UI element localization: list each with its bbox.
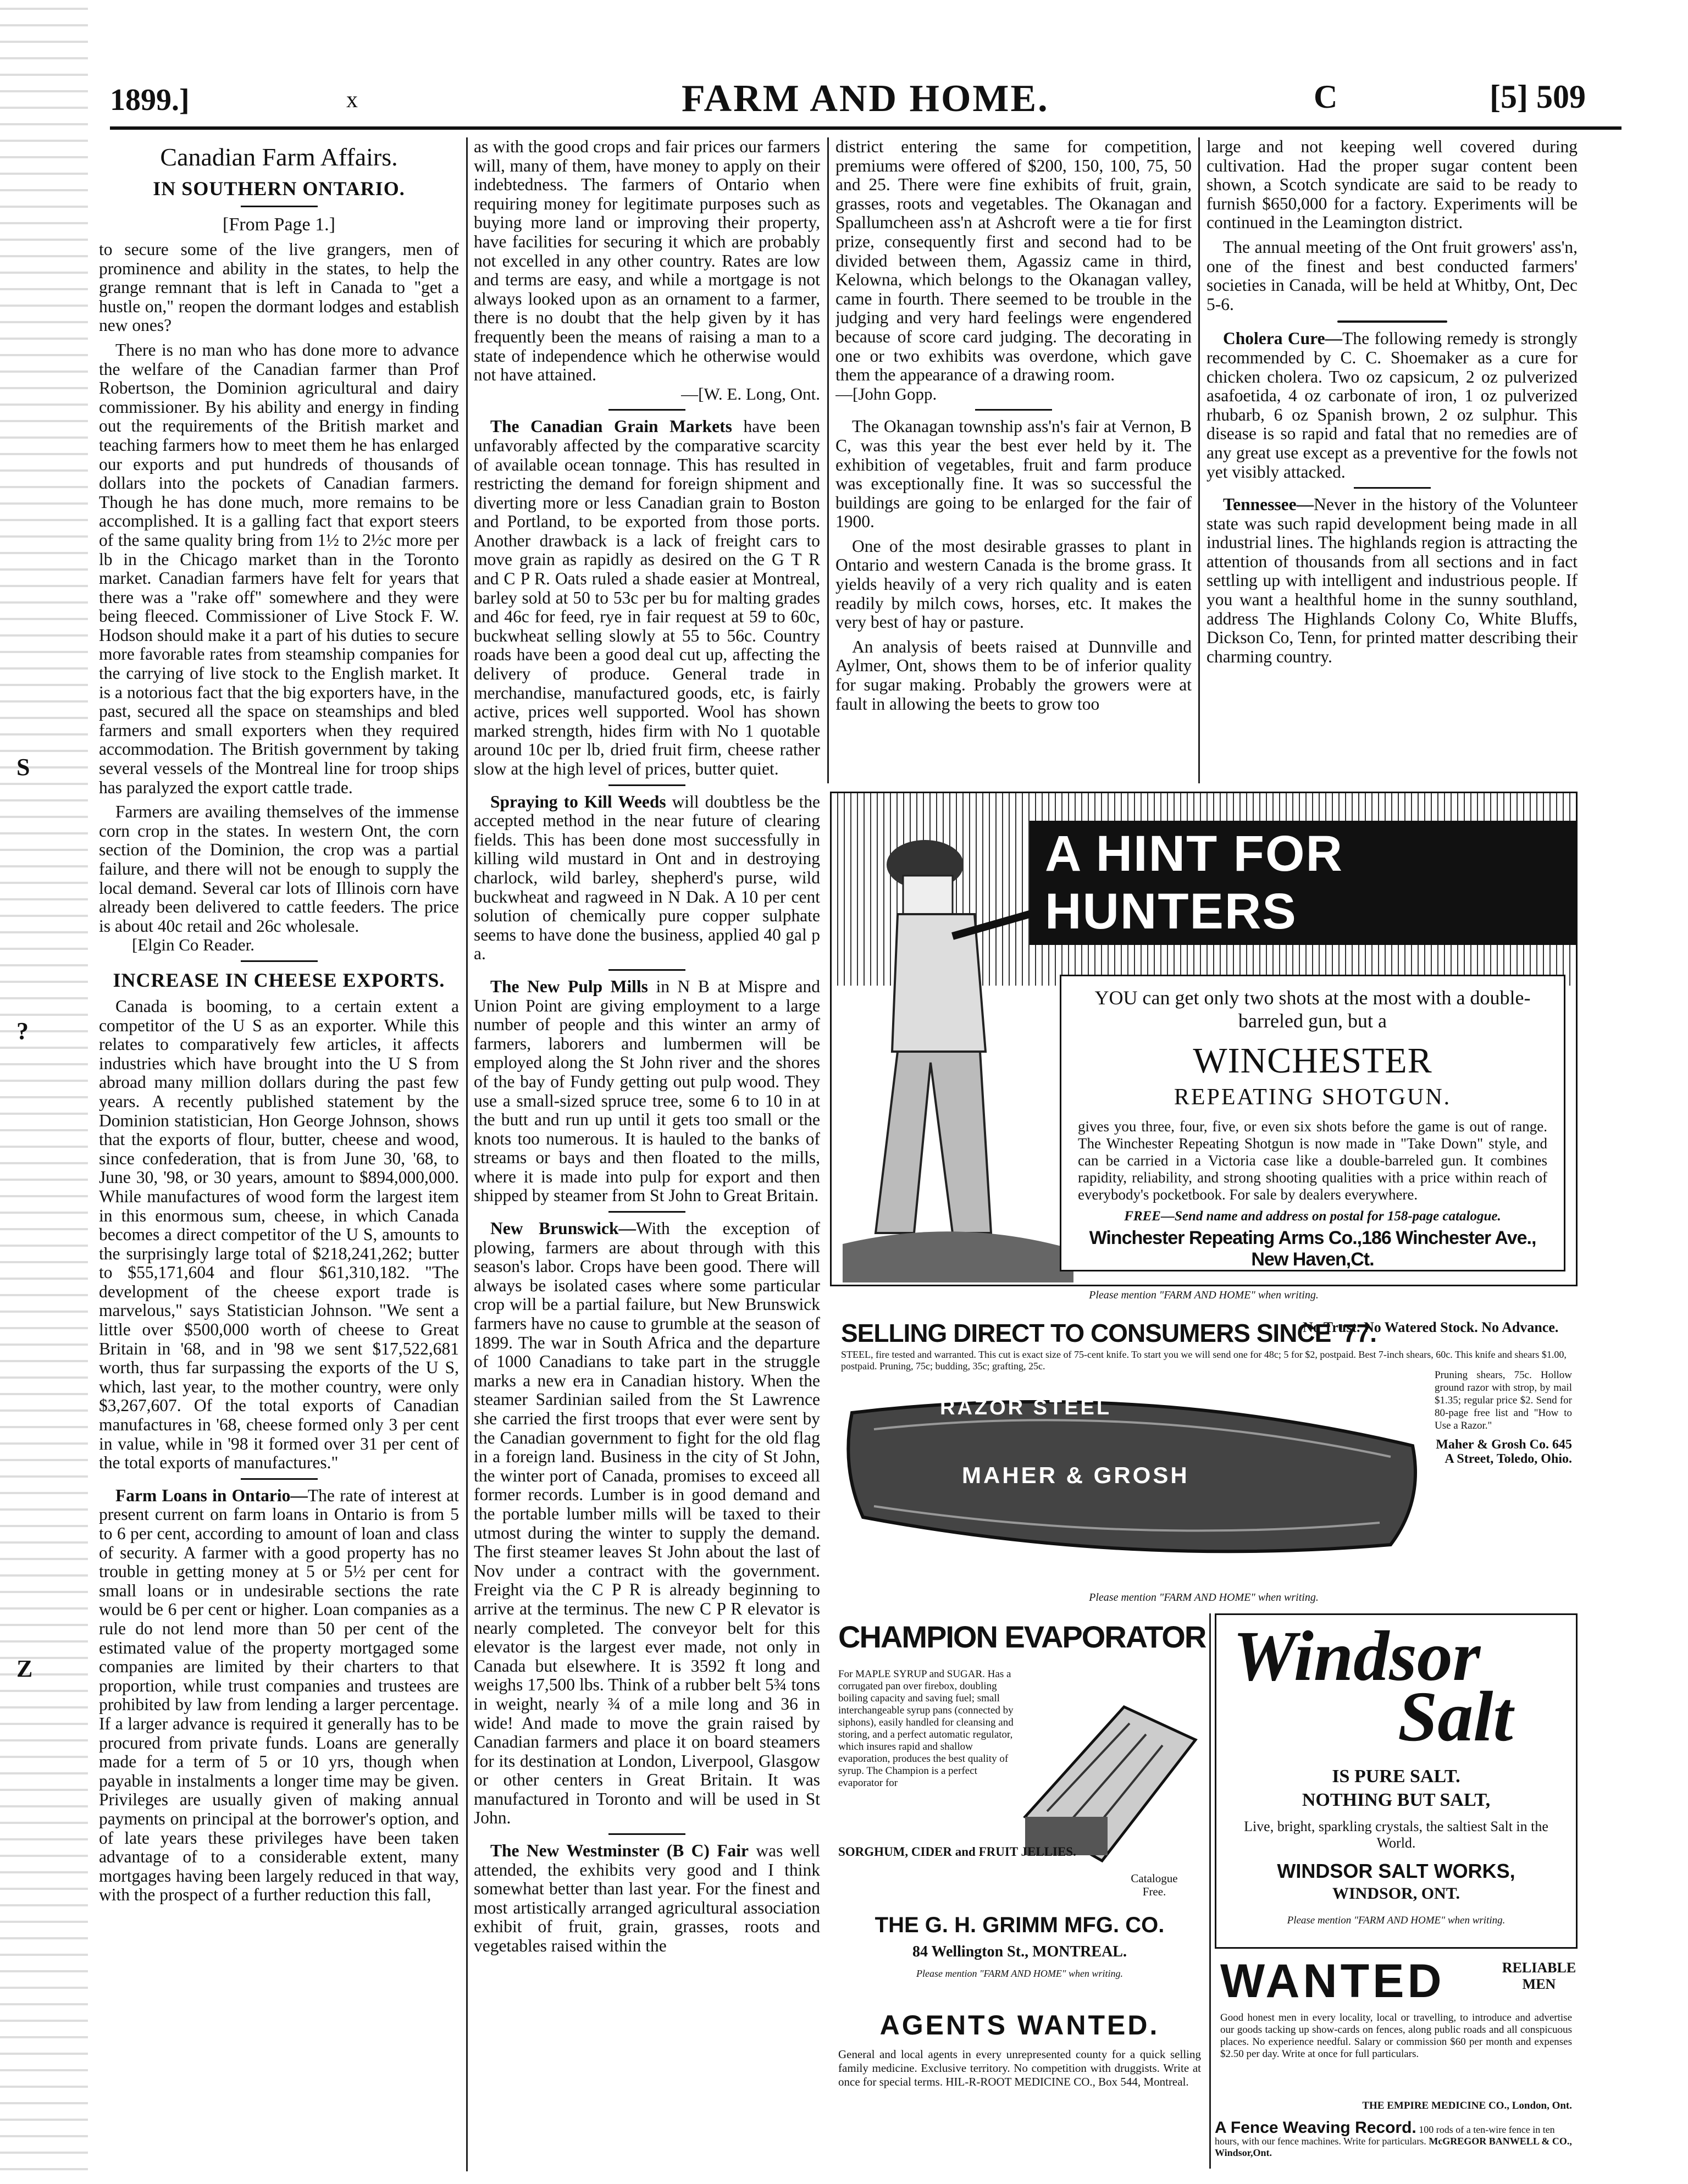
byline: —[John Gopp. bbox=[835, 384, 937, 403]
ad-headline: AGENTS WANTED. bbox=[879, 2010, 1160, 2041]
paragraph-lead: Tennessee— bbox=[1223, 495, 1314, 515]
paragraph-text: in N B at Mispre and Union Point are giving employment to a large number of people and this winter an army of farmers, laborers and lumbermen will be employed along the St John river and the shores of the bay of Fundy getting out pulp wood. They use a small-sized spruce tree, some 6 to 10 in at the butt and run up until it gets too small or the knots too numerous. It is hauled to the banks of streams or bays and then floated to the mills, where it is made into pulp for export and then shipped by steamer from St John to Great Britain. bbox=[474, 976, 820, 1206]
ad-copy-box bbox=[1060, 975, 1565, 1271]
ad-headline: WANTED bbox=[1220, 1955, 1445, 2008]
ad-maker: Maher & Grosh Co. 645 A Street, Toledo, Ohio. bbox=[1436, 1437, 1572, 1466]
paragraph bbox=[99, 1486, 459, 1905]
paragraph-lead: The New Pulp Mills bbox=[490, 976, 648, 996]
paragraph bbox=[1206, 495, 1578, 666]
ad-headline: A HINT FOR HUNTERS bbox=[1030, 821, 1576, 945]
binding-gutter bbox=[0, 0, 88, 2184]
ad-address: Winchester Repeating Arms Co.,186 Winchester Ave., New Haven,Ct. bbox=[1089, 1228, 1536, 1270]
ad-body: General and local agents in every unrepresented county for a quick selling family medicine. Exclusive territory. No competition with druggists. Write at once for special terms. HIL-R-ROOT MEDICINE CO., Box 544, Montreal. bbox=[838, 2048, 1201, 2088]
evaporator-illustration bbox=[1014, 1674, 1201, 1872]
paragraph-text: will doubtless be the accepted method in the near future of clearing fields. This has been done most successfully in killing wild mustard in Ont and in destroying charlock, wild barley, shepherd's purse, wild buckwheat and ragweed in N Dak. A 10 per cent solution of chemically pure copper sulphate seems to have done the business, applied 40 gal p a. bbox=[474, 792, 820, 964]
ad-company: WINDSOR SALT WORKS, bbox=[1277, 1860, 1515, 1882]
paragraph bbox=[474, 417, 820, 778]
column-rule bbox=[1198, 137, 1200, 783]
column-2 bbox=[474, 137, 820, 2171]
ad-body: gives you three, four, five, or even six shots before the game is out of range. The Winchester Repeating Shotgun is now made in "Take Down" style, and can be carried in a Victoria case like a double-barreled gun. It combines rapidity, reliability, and strong shooting qualities with a price within reach of everybody's pocketbook. For sale by dealers everywhere. bbox=[1078, 1118, 1547, 1203]
section-rule bbox=[608, 784, 685, 786]
ad-catalogue: Catalogue Free. bbox=[1131, 1872, 1178, 1898]
ad-company: THE EMPIRE MEDICINE CO., London, Ont. bbox=[1362, 2100, 1572, 2111]
byline: [Elgin Co Reader. bbox=[132, 935, 254, 955]
ad-windsor-salt bbox=[1215, 1613, 1578, 1949]
paragraph-lead: The Canadian Grain Markets bbox=[490, 417, 732, 436]
mention-note: Please mention "FARM AND HOME" when writing. bbox=[1089, 1289, 1319, 1301]
ad-headline: CHAMPION EVAPORATOR bbox=[838, 1619, 1206, 1654]
paragraph-lead: New Brunswick— bbox=[490, 1219, 636, 1238]
section-rule bbox=[1354, 487, 1431, 489]
mention-note: Please mention "FARM AND HOME" when writing. bbox=[916, 1968, 1123, 1979]
ad-body: Live, bright, sparkling crystals, the saltiest Salt in the World. bbox=[1244, 1818, 1548, 1851]
section-rule bbox=[608, 409, 685, 411]
paragraph: There is no man who has done more to advance the welfare of the Canadian farmer than Prof Robertson, the Dominion agricultural and dairy commissioner. By his ability and energy in finding out the requirements of the British market and teaching farmers how to meet them he has enlarged our exports and put hundreds of thousands of dollars into the pockets of Canadian farmers. Though he has done much, more remains to be accomplished. It is a galling fact that export steers of the same quality bring from 1½ to 2½c more per lb in the Chicago market than in the Toronto market. Canadian farmers have felt for years that there was a "rake off" somewhere and they were being fleeced. Commissioner of Live Stock F. W. Hodson should make it a part of his duties to secure more favorable rates from steamship companies for the carrying of live stock to the English market. It is a notorious fact that the big exporters have, in the past, secured all the space on steamships and bled farmers and small exporters when they required accommodation. The British government by taking several vessels of the Montreal line for troop ships has paralyzed the export cattle trade. bbox=[99, 340, 459, 797]
paragraph: The annual meeting of the Ont fruit growers' ass'n, one of the finest and best conducted farmers' societies in Canada, will be held at Whitby, Ont, Dec 5-6. bbox=[1206, 237, 1578, 314]
paragraph-lead: Spraying to Kill Weeds bbox=[490, 792, 666, 811]
paragraph-lead: Farm Loans in Ontario— bbox=[115, 1485, 308, 1505]
mention-note: Please mention "FARM AND HOME" when writing. bbox=[1089, 1591, 1319, 1604]
ad-uses: SORGHUM, CIDER and FRUIT JELLIES. bbox=[838, 1845, 1076, 1859]
paragraph-text: With the exception of plowing, farmers are about through with this season's labor. Crops have been good. There will always be isolated cases where some particular crop will be a partial failure, but New Brunswick farmers have no cause to grumble at the season of 1899. The war in South Africa and the departure of 1000 Canadians to take part in the struggle marks a new era in Canadian history. When the steamer Sardinian sailed from the St Lawrence she carried the first troops that ever were sent by the Canadian government to fight for the old flag in a foreign land. Business in the city of St John, the winter port of Canada, promises to exceed all former records. Lumber is in good demand and the portable lumber mills will be taxed to their utmost during the winter to supply the demand. The first steamer leaves St John about the last of Nov under a contract with the government. Freight via the C P R is already beginning to arrive at the terminus. The new C P R elevator is nearly completed. The conveyor belt for this elevator is the largest ever made, not only in Canada but elsewhere. It is 3592 ft long and weighs 17,500 lbs. Think of a rubber belt 5¾ tons in weight, nearly ¾ of a mile long and 36 in wide! And made to move the grain raised by Canadian farmers and place it on board steamers for its destination at London, Liverpool, Glasgow or other centers in Great Britain. It was manufactured in Toronto and will be used in St John. bbox=[474, 1219, 820, 1828]
ad-company: THE G. H. GRIMM MFG. CO. bbox=[875, 1913, 1165, 1937]
continued-note: [From Page 1.] bbox=[223, 214, 335, 235]
gutter-mark: ? bbox=[16, 1018, 29, 1044]
ad-side-text: Pruning shears, 75c. Hollow ground razor with strop, by mail $1.35; regular price $2. Send for 80-page free list and "How to Use a Razor." bbox=[1435, 1369, 1572, 1431]
page-number: [5] 509 bbox=[1490, 79, 1586, 115]
ad-claim: NOTHING BUT SALT, bbox=[1302, 1790, 1491, 1810]
paragraph: large and not keeping well covered during cultivation. Had the proper sugar content been shown, a Scotch syndicate are said to be ready to furnish $650,000 for a factory. Experiments will be continued in the Leamington district. bbox=[1206, 137, 1578, 233]
ad-side-heading: RELIABLE MEN bbox=[1502, 1960, 1576, 1992]
column-rule bbox=[1209, 1613, 1211, 2169]
paragraph: district entering the same for competition, premiums were offered of $200, 150, 100, 75, 50 and 25. There were fine exhibits of fruit, grain, grasses, roots and vegetables. The Okanagan and Spallumcheen ass'n at Ashcroft were a tie for first prize, consequently first and second had to be divided between them, Agassiz came in third, Kelowna, which belongs to the Okanagan valley, came in fourth. There seemed to be trouble in the judging and very hard feelings were engendered because of score card judging. The decorating in one or two exhibits was overdone, which gave them the appearance of a drawing room. bbox=[835, 137, 1192, 385]
ad-tagline: No Trust. No Watered Stock. No Advance. bbox=[1303, 1319, 1559, 1335]
ad-fence bbox=[1215, 2119, 1578, 2159]
column-1 bbox=[99, 137, 459, 2171]
ad-company: McGREGOR BANWELL & CO., Windsor,Ont. bbox=[1215, 2136, 1572, 2158]
ad-body: For MAPLE SYRUP and SUGAR. Has a corrugated pan over firebox, doubling boiling capacity and saving fuel; small interchangeable syrup pans (connected by siphons), easily handled for cleansing and storing, and a perfect automatic regulator, which insures rapid and shallow evaporation, produces the best quality of syrup. The Champion is a perfect evaporator for bbox=[838, 1668, 1014, 1789]
ad-address: 84 Wellington St., MONTREAL. bbox=[912, 1943, 1127, 1960]
paragraph: One of the most desirable grasses to plant in Ontario and western Canada is the brome grass. It yields heavily of a very rich quality and is eaten readily by milch cows, horses, etc. It makes the very best of hay or pasture. bbox=[835, 536, 1192, 632]
article-subtitle: IN SOUTHERN ONTARIO. bbox=[153, 178, 405, 200]
ad-body: STEEL, fire tested and warranted. This cut is exact size of 75-cent knife. To start you we will send one for 48c; 5 for $2, postpaid. Best 7-inch shears, 60c. This knife and shears $1.00, postpaid. Pruning, 75c; budding, 35c; grafting, 25c. bbox=[841, 1349, 1567, 1372]
header-rule bbox=[110, 126, 1621, 130]
paragraph: An analysis of beets raised at Dunnville and Aylmer, Ont, shows them to be of inferior quality for sugar making. Probably the growers were at fault in allowing the beets to grow too bbox=[835, 637, 1192, 714]
header-x-mark: x bbox=[346, 87, 358, 113]
section-rule bbox=[241, 1478, 318, 1480]
gutter-mark: S bbox=[16, 754, 30, 781]
paragraph-text: have been unfavorably affected by the comparative scarcity of available ocean tonnage. This has resulted in restricting the demand for foreign shipment and diverting more or less Canadian grain to Boston and Portland, to be exported from those ports. Another drawback is a lack of freight cars to move grain as rapidly as desired on the G T R and C P R. Oats ruled a shade easier at Montreal, barley sold at 50 to 53c per bu for malting grades and 46c for feed, rye in fair request at 59 to 60c, buckwheat selling slowly at 55 to 56c. Country roads have been a good deal cut up, affecting the delivery of produce. General trade in merchandise, manufactured goods, etc, is fairly active, prices well supported. Wool has shown marked strength, hides firm with No 1 quotable around 10c per lb, dried fruit firm, cheese rather slow at the high level of prices, butter quiet. bbox=[474, 417, 820, 778]
paragraph bbox=[474, 977, 820, 1206]
header-c-mark: C bbox=[1314, 79, 1338, 115]
article-title: Canadian Farm Affairs. bbox=[160, 143, 398, 171]
column-4 bbox=[1206, 137, 1578, 781]
paragraph bbox=[474, 1219, 820, 1828]
ad-offer: FREE—Send name and address on postal for 158-page catalogue. bbox=[1124, 1209, 1501, 1224]
ad-wanted bbox=[1215, 1954, 1578, 2119]
page-header bbox=[0, 60, 1688, 121]
column-3 bbox=[835, 137, 1192, 781]
ad-champion-evaporator bbox=[833, 1613, 1206, 1998]
paragraph: as with the good crops and fair prices our farmers will, many of them, have money to apply on their indebtedness. The farmers of Ontario when requiring money for legitimate purposes such as buying more land or improving their property, have facilities for securing it which are probably not excelled in any other country. Rates are low and terms are easy, and while a mortgage is not always looked upon as an ornament to a farmer, there is no doubt that the help given by it has frequently been the means of raising a man to a state of independence which he otherwise would not have attained. bbox=[474, 137, 820, 385]
paragraph-text: The rate of interest at present current on farm loans in Ontario is from 5 to 6 per cent, according to amount of loan and class of security. A farmer with a good property has no trouble in getting money at 5 or 5½ per cent for small loans or in undesirable sections the rate would be 6 per cent or higher. Loan companies as a rule do not lend more than 50 per cent of the estimated value of the property mortgaged some companies are limited by their charters to that proportion, while trust companies and trustees are prohibited by law from lending a larger percentage. If a larger advance is required it generally has to be procured from private funds. Loans are generally made for a term of 5 or 10 yrs, though when payable in instalments a longer time may be given. Privileges are usually given of making annual payments on principal at the borrower's option, and of late years these privileges have been taken advantage of to a considerable extent, many mortgages having been largely reduced in that way, with the prospect of a further reduction this fall, bbox=[99, 1485, 459, 1905]
brand-logo: Windsor bbox=[1233, 1617, 1481, 1696]
ad-product: REPEATING SHOTGUN. bbox=[1174, 1085, 1452, 1110]
section-rule bbox=[241, 960, 318, 962]
section-heading: INCREASE IN CHEESE EXPORTS. bbox=[113, 969, 445, 991]
ad-winchester bbox=[830, 792, 1578, 1286]
paragraph: to secure some of the live grangers, men of prominence and ability in the states, to help the grange remnant that is left in Canada to "get a hustle on," reopen the dormant lodges and establish new ones? bbox=[99, 240, 459, 335]
section-rule bbox=[608, 1211, 685, 1213]
ad-body: 100 rods of a ten-wire fence in ten hours, with our fence machines. Write for particulars. bbox=[1215, 2124, 1555, 2147]
section-rule bbox=[975, 409, 1052, 411]
issue-date: 1899.] bbox=[110, 83, 190, 117]
ad-brand: WINCHESTER bbox=[1193, 1041, 1432, 1081]
paragraph bbox=[474, 793, 820, 964]
mention-note: Please mention "FARM AND HOME" when writing. bbox=[1287, 1915, 1506, 1926]
ad-lead: YOU can get only two shots at the most with a double-barreled gun, but a bbox=[1094, 987, 1531, 1032]
ornament-rule bbox=[1337, 320, 1447, 323]
paragraph-text: was well attended, the exhibits very good and I think somewhat better than last year. For the finest and most artistically arranged agricultural association exhibit of fruit, grain, grasses, roots and vegetables raised within the bbox=[474, 1841, 820, 1956]
ad-headline: SELLING DIRECT TO CONSUMERS SINCE '77. bbox=[841, 1319, 1376, 1347]
paragraph bbox=[474, 1842, 820, 1956]
masthead-title: FARM AND HOME. bbox=[682, 78, 1049, 120]
paragraph-lead: Cholera Cure— bbox=[1223, 329, 1343, 349]
section-rule bbox=[608, 969, 685, 971]
paragraph-lead: The New Westminster (B C) Fair bbox=[490, 1841, 749, 1861]
ad-city: WINDSOR, ONT. bbox=[1332, 1884, 1460, 1903]
ad-maher-grosh bbox=[830, 1308, 1578, 1589]
paragraph bbox=[1206, 329, 1578, 482]
paragraph: Canada is booming, to a certain extent a competitor of the U S as an exporter. While this relates to comparatively few articles, it affects industries which have brought into the U S from abroad many million dollars during the past few years. A recently published statement by the Dominion statistician, Hon George Johnson, shows that the exports of flour, butter, cheese and wood, since confederation, that is from June 30, '68, to June 30, '98, or 30 years, amount to $894,000,000. While manufactures of wood form the largest item in this enormous sum, cheese, in which Canada becomes a direct competitor of the U S, amounts to the surprisingly large total of $218,241,262; butter to $55,171,604 and flour $61,310,182. "The development of the cheese export trade is marvelous," says Statistician Johnson. "We sent a little over $500,000 worth of cheese to Great Britain in '68, and in '98 we sent $17,522,681 worth, thus far surpassing the exports of the U S, which, last year, to the mother country, were only $3,267,607. Of the total exports of Canadian manufactures in '68, cheese formed only 3 per cent in value, while in '98 it formed over 31 per cent of the total exports of manufactures." bbox=[99, 996, 459, 1473]
column-rule bbox=[827, 137, 829, 783]
section-rule bbox=[608, 1833, 685, 1835]
brand-logo: Salt bbox=[1398, 1677, 1513, 1756]
ad-claim: IS PURE SALT. bbox=[1332, 1766, 1460, 1787]
column-rule bbox=[466, 137, 468, 2171]
paragraph-text: Never in the history of the Volunteer state was such rapid development being made in all industrial lines. The highlands region is attracting the attention of thousands from all sections and in fact settling up with intelligent and industrious people. If you want a healthful home in the sunny southland, address The Highlands Colony Co, White Bluffs, Dickson Co, Tenn, for printed matter describing their charming country. bbox=[1206, 495, 1578, 666]
gutter-mark: Z bbox=[16, 1655, 33, 1682]
ad-side-copy bbox=[1435, 1369, 1572, 1466]
paragraph: The Okanagan township ass'n's fair at Vernon, B C, was this year the best ever held by it. The exhibition of vegetables, fruit and farm produce was exceptionally fine. It was so successful the buildings are going to be enlarged for the fair of 1900. bbox=[835, 417, 1192, 532]
paragraph: Farmers are availing themselves of the immense corn crop in the states. In western Ont, the corn section of the Dominion, the crop was a partial failure, and there will not be enough to supply the local demand. Several car lots of Illinois corn have already been delivered to cattle feeders. The price is about 40c retail and 26c wholesale. bbox=[99, 802, 459, 936]
paragraph-text: The following remedy is strongly recommended by C. C. Shoemaker as a cure for chicken cholera. Two oz capsicum, 2 oz pulverized asafoetida, 4 oz carbonate of iron, 1 oz pulverized rhubarb, 6 oz Spanish brown, 2 oz sulphur. This disease is so rapid and fatal that no remedies are of any great use except as a preventive for the fowls not yet visibly attacked. bbox=[1206, 329, 1578, 482]
ad-agents-wanted bbox=[833, 2004, 1206, 2169]
title-rule bbox=[241, 206, 318, 207]
byline: —[W. E. Long, Ont. bbox=[681, 384, 820, 403]
knife-label-maker: MAHER & GROSH bbox=[962, 1462, 1189, 1488]
ad-body: Good honest men in every locality, local or travelling, to introduce and advertise our goods tacking up show-cards on fences, along public roads and all conspicuous places. No experience needful. Salary or commission $60 per month and expenses $2.50 per day. Write at once for full particulars. bbox=[1220, 2012, 1572, 2060]
knife-label-steel: RAZOR STEEL bbox=[940, 1396, 1112, 1419]
ad-headline: A Fence Weaving Record. bbox=[1215, 2119, 1416, 2137]
